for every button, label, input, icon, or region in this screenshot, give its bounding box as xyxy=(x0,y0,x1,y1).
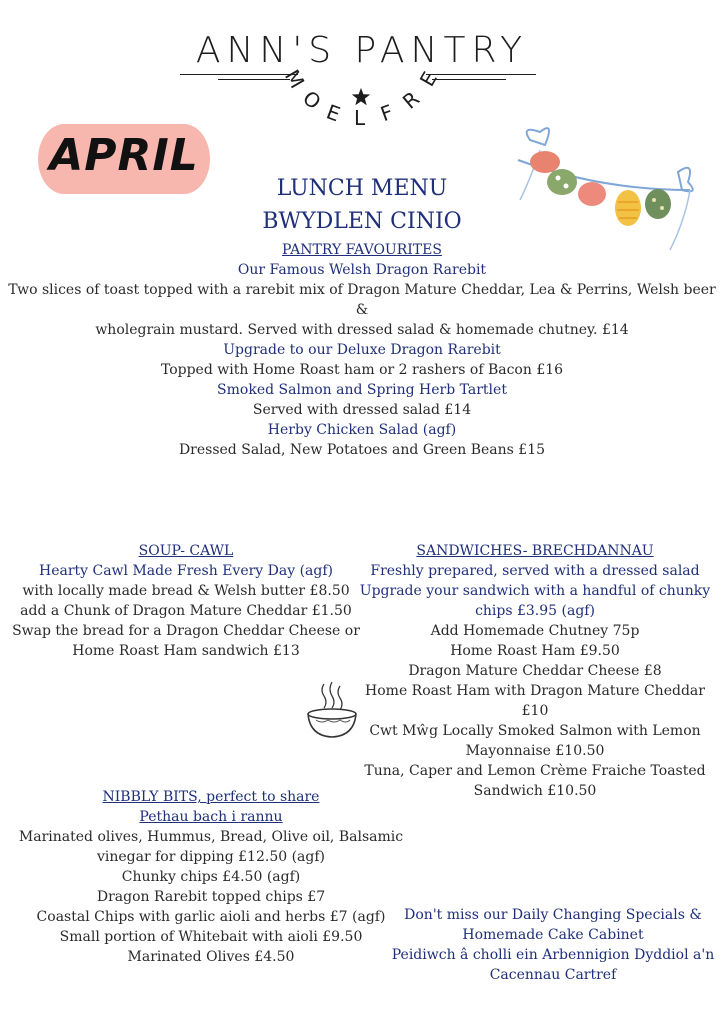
sandwich-line: Tuna, Caper and Lemon Crème Fraiche Toasted xyxy=(364,763,706,779)
location-letter: E xyxy=(414,67,442,91)
specials-line: Cacennau Cartref xyxy=(489,967,617,983)
nibbly-line: vinegar for dipping £12.50 (agf) xyxy=(96,849,325,865)
sandwich-line: Home Roast Ham with Dragon Mature Cheddar £10 xyxy=(365,683,705,719)
nibbly-heading: NIBBLY BITS, perfect to share xyxy=(102,789,320,805)
soup-line: add a Chunk of Dragon Mature Cheddar £1.50 xyxy=(20,603,352,619)
pantry-item-name: Our Famous Welsh Dragon Rarebit xyxy=(237,262,487,278)
pantry-item-desc: Two slices of toast topped with a rarebit mix of Dragon Mature Cheddar, Lea & Perrins, Welsh beer & xyxy=(8,282,716,318)
specials-line: Homemade Cake Cabinet xyxy=(462,927,644,943)
nibbly-section xyxy=(0,787,422,967)
pantry-item-desc: Dressed Salad, New Potatoes and Green Beans £15 xyxy=(178,442,546,458)
soup-subheading: Hearty Cawl Made Fresh Every Day (agf) xyxy=(38,563,334,579)
nibbly-line: Marinated olives, Hummus, Bread, Olive oil, Balsamic xyxy=(18,829,404,845)
nibbly-line: Marinated Olives £4.50 xyxy=(127,949,295,965)
soup-line: Swap the bread for a Dragon Cheddar Cheese or xyxy=(12,623,360,639)
specials-section xyxy=(386,905,720,985)
location-letter: O xyxy=(297,85,326,115)
location-letter: F xyxy=(376,100,396,127)
pantry-heading: PANTRY FAVOURITES xyxy=(282,242,442,258)
specials-line: Don't miss our Daily Changing Specials & xyxy=(404,907,702,923)
location-letter: M xyxy=(280,65,310,93)
lunch-menu-title: LUNCH MENU xyxy=(276,176,448,201)
pantry-item-name: Herby Chicken Salad (agf) xyxy=(267,422,457,438)
welsh-menu-title: BWYDLEN CINIO xyxy=(262,209,462,234)
nibbly-line: Small portion of Whitebait with aioli £9.50 xyxy=(59,929,363,945)
sandwiches-section xyxy=(356,541,714,801)
soup-line: Home Roast Ham sandwich £13 xyxy=(72,643,300,659)
sandwiches-subline: chips £3.95 (agf) xyxy=(475,603,595,619)
location-letter: R xyxy=(398,86,425,114)
specials-line: Peidiwch â cholli ein Arbennigion Dyddiol a'n xyxy=(391,947,715,963)
nibbly-line: Coastal Chips with garlic aioli and herbs £7 (agf) xyxy=(36,909,386,925)
nibbly-subheading: Pethau bach i rannu xyxy=(139,809,283,825)
soup-line: with locally made bread & Welsh butter £8.50 xyxy=(22,583,350,599)
sandwich-line: Cwt Mŵg Locally Smoked Salmon with Lemon xyxy=(369,723,701,739)
pantry-item-desc: wholegrain mustard. Served with dressed salad & homemade chutney. £14 xyxy=(95,322,629,338)
sandwiches-heading: SANDWICHES- BRECHDANNAU xyxy=(416,543,654,559)
month-badge: APRIL xyxy=(49,130,199,181)
nibbly-line: Dragon Rarebit topped chips £7 xyxy=(96,889,326,905)
sandwich-line: Dragon Mature Cheddar Cheese £8 xyxy=(408,663,662,679)
sandwich-line: Add Homemade Chutney 75p xyxy=(430,623,640,639)
sandwich-line: Home Roast Ham £9.50 xyxy=(450,643,620,659)
sandwiches-subline: Freshly prepared, served with a dressed salad xyxy=(370,563,700,579)
pantry-item-desc: Served with dressed salad £14 xyxy=(252,402,472,418)
nibbly-line: Chunky chips £4.50 (agf) xyxy=(121,869,301,885)
soup-heading: SOUP- CAWL xyxy=(138,543,234,559)
location-letter: E xyxy=(323,99,344,127)
soup-bowl-icon xyxy=(304,680,360,740)
location-letter: L xyxy=(354,106,366,130)
sandwich-line: Sandwich £10.50 xyxy=(473,783,597,799)
sandwich-line: Mayonnaise £10.50 xyxy=(465,743,605,759)
soup-section xyxy=(0,541,372,661)
sandwiches-subline: Upgrade your sandwich with a handful of chunky xyxy=(359,583,711,599)
pantry-section xyxy=(0,240,724,460)
pantry-item-name: Upgrade to our Deluxe Dragon Rarebit xyxy=(223,342,501,358)
pantry-item-name: Smoked Salmon and Spring Herb Tartlet xyxy=(217,382,507,398)
pantry-item-desc: Topped with Home Roast ham or 2 rashers of Bacon £16 xyxy=(160,362,564,378)
brand-title: ANN'S PANTRY xyxy=(195,30,529,71)
